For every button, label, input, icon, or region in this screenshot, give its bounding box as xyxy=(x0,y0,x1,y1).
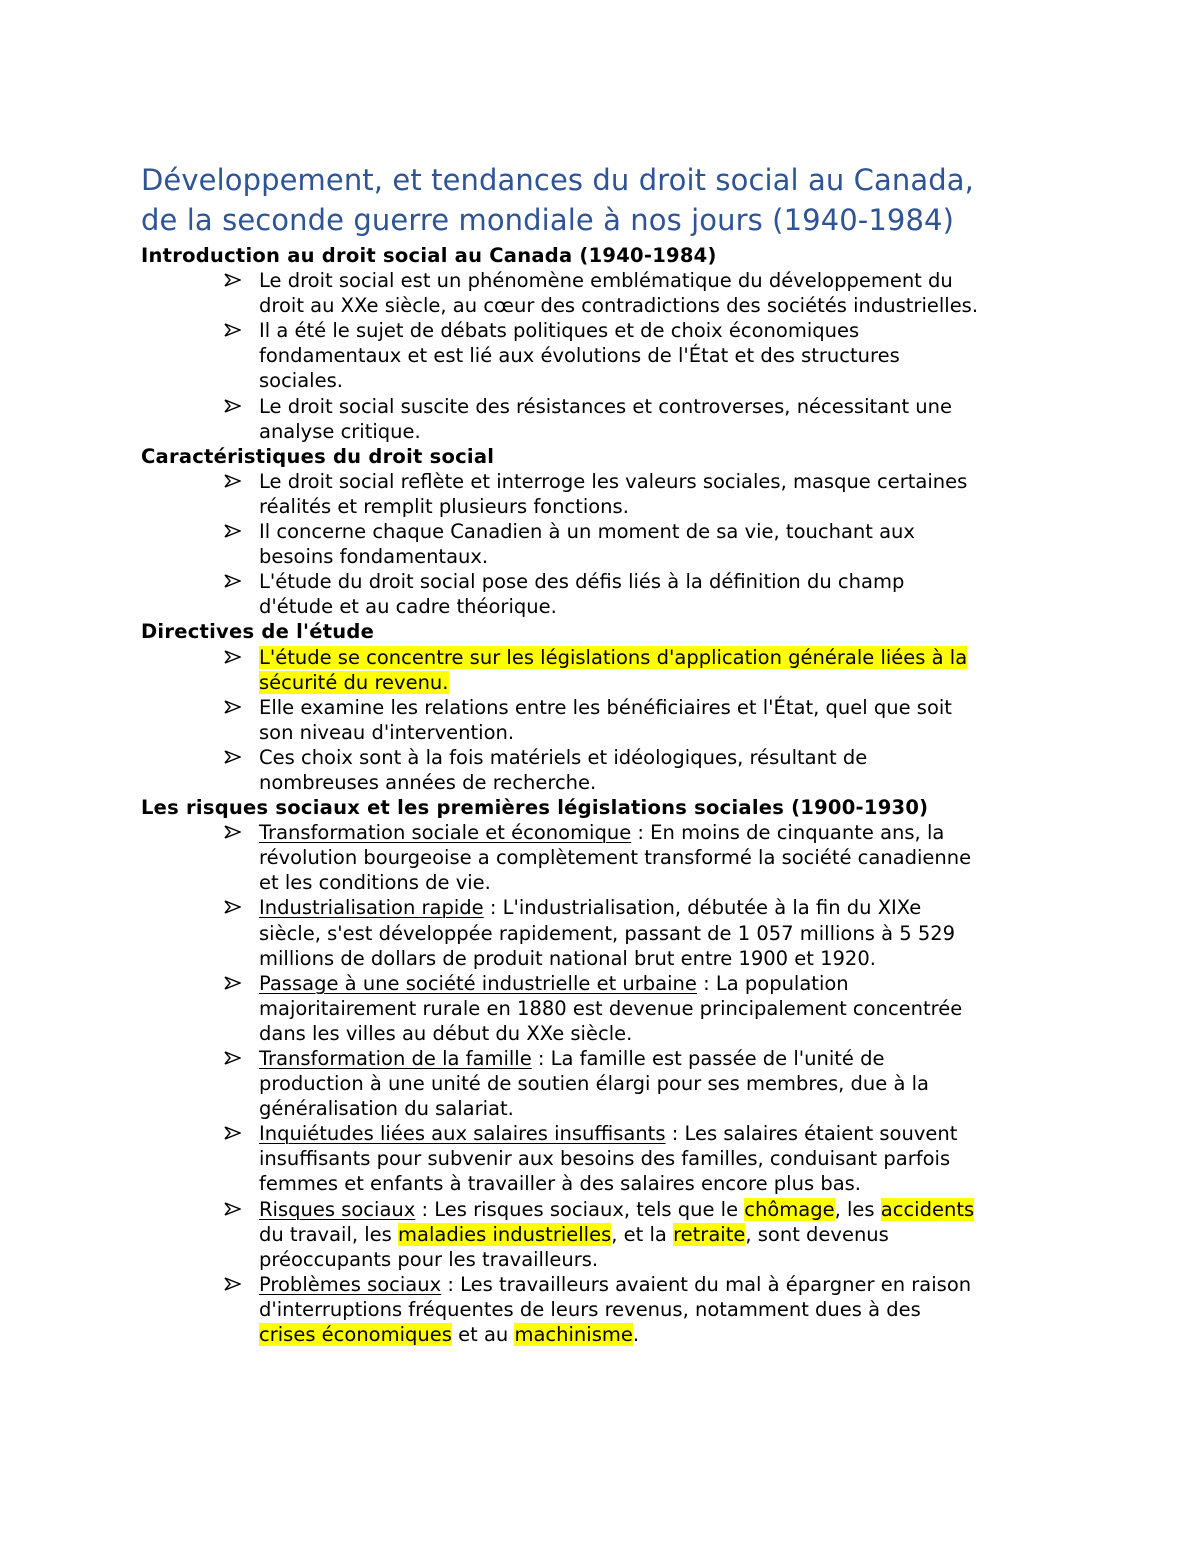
text-line xyxy=(259,971,1101,996)
text-line: Elle examine les relations entre les bénéficiaires et l'État, quel que soit xyxy=(259,695,952,719)
section-heading-directives: Directives de l'étude xyxy=(141,620,375,644)
list-item xyxy=(141,820,1101,895)
highlighted-text: maladies industrielles xyxy=(398,1222,612,1246)
text-line: millions de dollars de produit national brut entre 1900 et 1920. xyxy=(259,946,876,970)
arrowhead-bullet-icon xyxy=(224,900,241,914)
underlined-term: Transformation sociale et économique xyxy=(259,821,632,845)
text-line: droit au XXe siècle, au cœur des contradictions des sociétés industrielles. xyxy=(259,294,979,318)
highlighted-text: crises économiques xyxy=(259,1323,452,1347)
text-run: : Les risques sociaux, tels que le xyxy=(415,1197,745,1221)
arrowhead-bullet-icon xyxy=(224,1126,241,1140)
arrowhead-bullet-icon xyxy=(224,750,241,764)
text-line: Le droit social suscite des résistances et controverses, nécessitant une xyxy=(259,394,953,418)
highlighted-text: sécurité du revenu. xyxy=(259,670,449,694)
text-line: analyse critique. xyxy=(259,419,421,443)
list-item xyxy=(141,895,1101,970)
list-item xyxy=(141,745,1101,795)
text-line: insuffisants pour subvenir aux besoins des familles, conduisant parfois xyxy=(259,1147,951,1171)
text-line: réalités et remplit plusieurs fonctions. xyxy=(259,494,629,518)
text-run: : La famille est passée de l'unité de xyxy=(531,1047,885,1070)
text-line xyxy=(259,820,1101,845)
arrowhead-bullet-icon xyxy=(224,825,241,839)
section-heading-risques-sociaux: Les risques sociaux et les premières législations sociales (1900-1930) xyxy=(141,796,929,820)
text-run: , les xyxy=(834,1197,881,1221)
underlined-term: Transformation de la famille xyxy=(259,1047,532,1070)
text-line: préoccupants pour les travailleurs. xyxy=(259,1247,599,1271)
text-run: et au xyxy=(451,1323,515,1347)
list-item xyxy=(141,268,1101,318)
text-line: L'étude du droit social pose des défis liés à la définition du champ xyxy=(259,570,905,594)
arrowhead-bullet-icon xyxy=(224,524,241,538)
text-line xyxy=(259,1272,1101,1297)
text-line: Le droit social reflète et interroge les valeurs sociales, masque certaines xyxy=(259,469,968,493)
list-item xyxy=(141,569,1101,619)
arrowhead-bullet-icon xyxy=(224,323,241,337)
text-line: fondamentaux et est lié aux évolutions de l'État et des structures xyxy=(259,344,900,368)
arrowhead-bullet-icon xyxy=(224,1277,241,1291)
title-line: Développement, et tendances du droit social au Canada, xyxy=(141,163,974,197)
text-run: : Les salaires étaient souvent xyxy=(665,1122,958,1146)
list-item xyxy=(141,1272,1101,1347)
arrowhead-bullet-icon xyxy=(224,574,241,588)
arrowhead-bullet-icon xyxy=(224,474,241,488)
list-item xyxy=(141,1046,1101,1121)
underlined-term: Passage à une société industrielle et urbaine xyxy=(259,971,697,995)
text-line xyxy=(259,670,1101,695)
text-run: : La population xyxy=(696,971,849,995)
list-item xyxy=(141,519,1101,569)
underlined-term: Industrialisation rapide xyxy=(259,896,484,920)
text-line: Il a été le sujet de débats politiques et de choix économiques xyxy=(259,319,860,343)
list-item xyxy=(141,394,1101,444)
text-line: d'étude et au cadre théorique. xyxy=(259,595,557,619)
text-line xyxy=(259,1222,1101,1247)
text-line xyxy=(259,1046,1101,1071)
highlighted-text: L'étude se concentre sur les législations d'application générale liées à la xyxy=(259,645,968,669)
list-item xyxy=(141,971,1101,1046)
text-line xyxy=(259,895,1101,920)
arrowhead-bullet-icon xyxy=(224,650,241,664)
text-line: Le droit social est un phénomène emblématique du développement du xyxy=(259,269,953,293)
text-run: : L'industrialisation, débutée à la fin du XIXe xyxy=(483,896,922,920)
text-run: , sont devenus xyxy=(745,1222,889,1246)
text-line: production à une unité de soutien élargi pour ses membres, due à la xyxy=(259,1072,929,1096)
text-line: son niveau d'intervention. xyxy=(259,720,515,744)
arrowhead-bullet-icon xyxy=(224,399,241,413)
arrowhead-bullet-icon xyxy=(224,700,241,714)
text-line: sociales. xyxy=(259,369,343,393)
bullet-list xyxy=(141,820,1101,1347)
highlighted-text: retraite xyxy=(673,1222,746,1246)
text-line xyxy=(259,1121,1101,1146)
text-run: , et la xyxy=(611,1222,674,1246)
underlined-term: Inquiétudes liées aux salaires insuffisants xyxy=(259,1122,666,1146)
text-line: majoritairement rurale en 1880 est devenue principalement concentrée xyxy=(259,996,963,1020)
text-run: . xyxy=(632,1323,640,1347)
text-line: généralisation du salariat. xyxy=(259,1097,514,1121)
text-line: femmes et enfants à travailler à des salaires encore plus bas. xyxy=(259,1172,862,1196)
highlighted-text: accidents xyxy=(880,1197,975,1221)
arrowhead-bullet-icon xyxy=(224,1051,241,1065)
text-run: du travail, les xyxy=(259,1222,399,1246)
list-item xyxy=(141,1121,1101,1196)
bullet-list xyxy=(141,645,1101,796)
text-line xyxy=(259,645,1101,670)
section-heading-introduction: Introduction au droit social au Canada (1940-1984) xyxy=(141,244,717,267)
arrowhead-bullet-icon xyxy=(224,273,241,287)
highlighted-text: chômage xyxy=(744,1197,835,1221)
text-line: Il concerne chaque Canadien à un moment de sa vie, touchant aux xyxy=(259,520,915,544)
highlighted-text: machinisme xyxy=(514,1323,633,1347)
document-body xyxy=(141,243,1101,1347)
list-item xyxy=(141,1197,1101,1272)
text-line: siècle, s'est développée rapidement, passant de 1 057 millions à 5 529 xyxy=(259,921,956,945)
text-line: dans les villes au début du XXe siècle. xyxy=(259,1021,633,1045)
document-title xyxy=(141,160,1101,240)
section-heading-caracteristiques: Caractéristiques du droit social xyxy=(141,444,495,468)
list-item xyxy=(141,695,1101,745)
arrowhead-bullet-icon xyxy=(224,976,241,990)
text-line: et les conditions de vie. xyxy=(259,871,491,895)
bullet-list xyxy=(141,268,1101,444)
list-item xyxy=(141,318,1101,393)
text-line: Ces choix sont à la fois matériels et idéologiques, résultant de xyxy=(259,745,868,769)
arrowhead-bullet-icon xyxy=(224,1202,241,1216)
text-line: d'interruptions fréquentes de leurs revenus, notamment dues à des xyxy=(259,1297,921,1321)
text-line xyxy=(259,1197,1101,1222)
text-run: : En moins de cinquante ans, la xyxy=(631,821,945,845)
list-item xyxy=(141,645,1101,695)
text-line: besoins fondamentaux. xyxy=(259,545,489,569)
text-run: : Les travailleurs avaient du mal à épargner en raison xyxy=(441,1272,972,1296)
underlined-term: Problèmes sociaux xyxy=(259,1272,442,1296)
list-item xyxy=(141,469,1101,519)
text-line: révolution bourgeoise a complètement transformé la société canadienne xyxy=(259,846,972,870)
text-line: nombreuses années de recherche. xyxy=(259,770,597,794)
text-line xyxy=(259,1322,1101,1347)
title-line: de la seconde guerre mondiale à nos jours (1940-1984) xyxy=(141,203,954,237)
bullet-list xyxy=(141,469,1101,620)
underlined-term: Risques sociaux xyxy=(259,1197,416,1221)
